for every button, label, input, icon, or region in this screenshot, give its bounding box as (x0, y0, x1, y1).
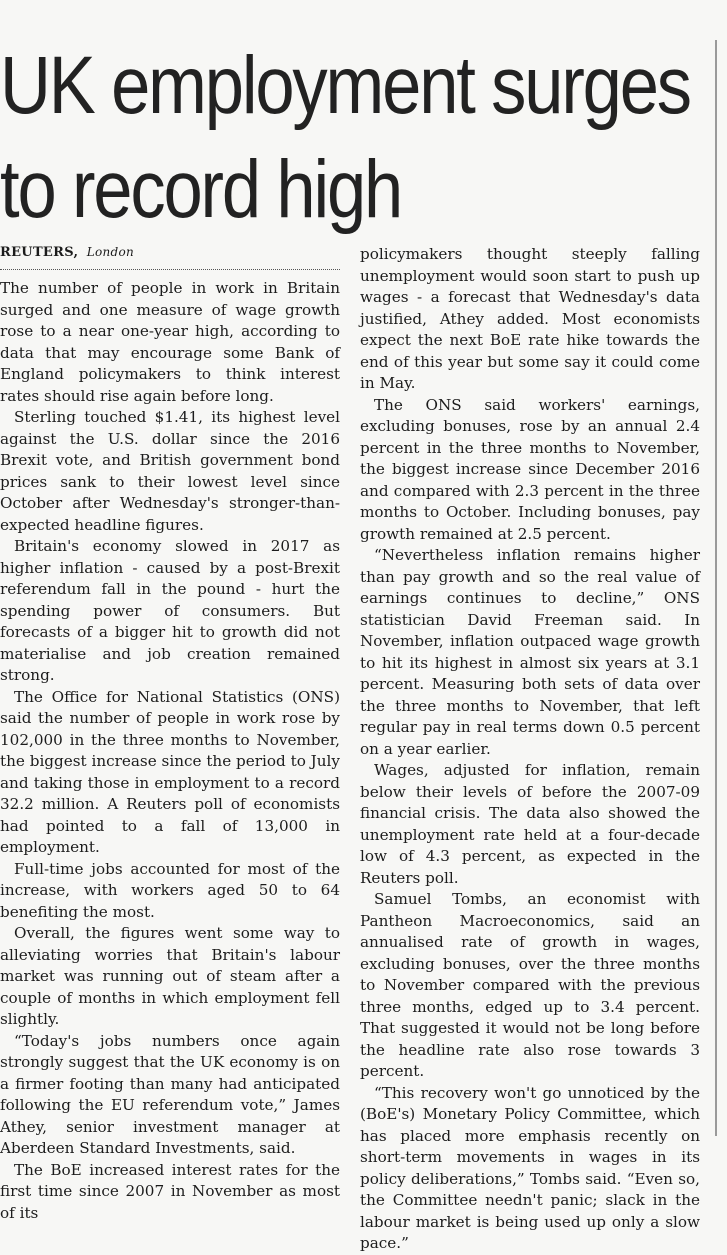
headline-line-1: UK employment surges (0, 40, 690, 131)
paragraph: Sterling touched $1.41, its highest level against the U.S. dollar since the 2016 Brexit vote, and British government bond prices sank to their lowest level since October after Wednesday's stronger-than-expected headline figures. (0, 408, 340, 534)
paragraph: Overall, the figures went some way to alleviating worries that Britain's labour market was running out of steam after a couple of months in which employment fell slightly. (0, 924, 340, 1028)
paragraph: Wages, adjusted for inflation, remain below their levels of before the 2007-09 financial crisis. The data also showed the unemployment rate held at a four-decade low of 4.3 percent, as expected in the Reuters poll. (360, 761, 700, 887)
article-column-right (360, 244, 700, 1255)
paragraph: policymakers thought steeply falling unemployment would soon start to push up wages - a forecast that Wednesday's data justified, Athey added. Most economists expect the next BoE rate hike towards the end of this year but some say it could come in May. (360, 245, 700, 392)
paragraph: The BoE increased interest rates for the first time since 2007 in November as most of its (0, 1160, 340, 1222)
headline (0, 34, 690, 242)
article-column-left (0, 242, 340, 1224)
paragraph: Samuel Tombs, an economist with Pantheon Macroeconomics, said an annualised rate of growth in wages, excluding bonuses, over the three months to November compared with the previous three months, edged up to 3.4 percent. That suggested it would not be long before the headline rate also rose towards 3 percent. (360, 890, 700, 1080)
paragraph: The number of people in work in Britain surged and one measure of wage growth rose to a near one-year high, according to data that may encourage some Bank of England policymakers to think interest rates should rise again before long. (0, 279, 340, 405)
paragraph: Full-time jobs accounted for most of the increase, with workers aged 50 to 64 benefiting the most. (0, 859, 340, 921)
byline-agency: REUTERS, (0, 245, 79, 260)
paragraph: The Office for National Statistics (ONS) said the number of people in work rose by 102,000 in the three months to November, the biggest increase since the period to July and taking those in employment to a record 32.2 million. A Reuters poll of economists had pointed to a fall of 13,000 in employment. (0, 687, 340, 856)
headline-line-2: to record high (0, 144, 402, 235)
byline-place: London (86, 245, 135, 259)
column-divider (715, 40, 717, 1136)
byline (0, 242, 340, 270)
paragraph: “This recovery won't go unnoticed by the (BoE's) Monetary Policy Committee, which has placed more emphasis recently on short-term movements in wages in its policy deliberations,” Tombs said. “Even so, the Committee needn't panic; slack in the labour market is being used up only a slow pace.” (360, 1083, 700, 1252)
paragraph: “Today's jobs numbers once again strongly suggest that the UK economy is on a firmer footing than many had anticipated following the EU referendum vote,” James Athey, senior investment manager at Aberdeen Standard Investments, said. (0, 1031, 340, 1157)
paragraph: “Nevertheless inflation remains higher than pay growth and so the real value of earnings continues to decline,” ONS statistician David Freeman said. In November, inflation outpaced wage growth to hit its highest in almost six years at 3.1 percent. Measuring both sets of data over the three months to November, that left regular pay in real terms down 0.5 percent on a year earlier. (360, 546, 700, 758)
paragraph: The ONS said workers' earnings, excluding bonuses, rose by an annual 2.4 percent in the three months to November, the biggest increase since December 2016 and compared with 2.3 percent in the three months to October. Including bonuses, pay growth remained at 2.5 percent. (360, 395, 700, 543)
paragraph: Britain's economy slowed in 2017 as higher inflation - caused by a post-Brexit referendum fall in the pound - hurt the spending power of consumers. But forecasts of a bigger hit to growth did not materialise and job creation remained strong. (0, 537, 340, 684)
